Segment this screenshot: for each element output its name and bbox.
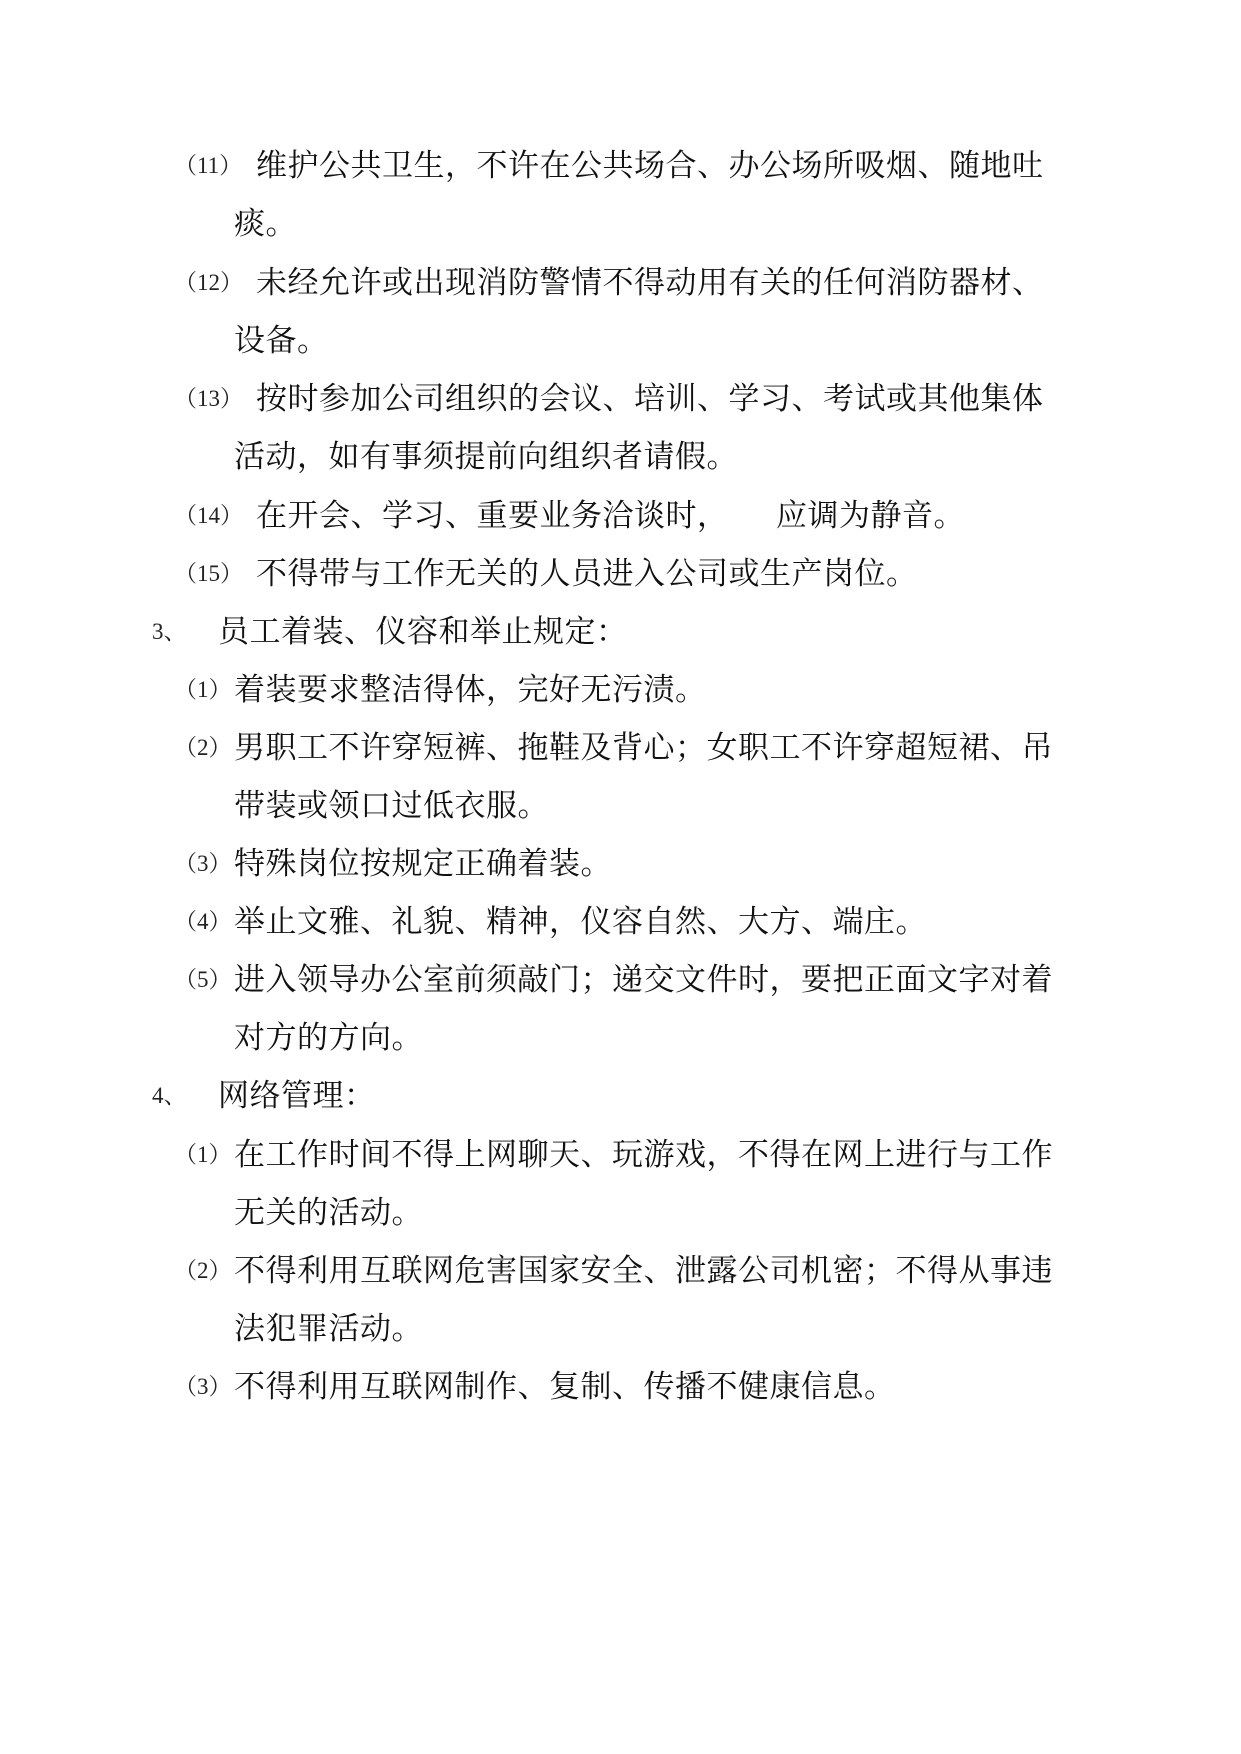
item-label: （14） [174,503,243,528]
item-label: （3） [174,851,232,876]
section-heading: 网络管理： [218,1078,376,1114]
item-text: 未经允许或出现消防警情不得动用有关的任何消防器材、 [256,265,1044,301]
item-text: 特殊岗位按规定正确着装。 [234,846,612,882]
item-label: （5） [174,967,232,992]
item-text: 进入领导办公室前须敲门；递交文件时，要把正面文字对着 [234,962,1053,998]
item-text: 在开会、学习、重要业务洽谈时， 应调为静音。 [256,498,965,534]
item-label: （3） [174,1374,232,1399]
item-label: （11） [174,153,243,178]
item-label: （2） [174,1258,232,1283]
item-label: （2） [174,735,232,760]
item-text-continued: 无关的活动。 [234,1195,423,1231]
section-heading: 员工着装、仪容和举止规定： [218,614,628,650]
item-text-continued: 活动，如有事须提前向组织者请假。 [234,439,738,475]
item-text-continued: 对方的方向。 [234,1020,423,1056]
item-text-continued: 法犯罪活动。 [234,1311,423,1347]
item-text: 在工作时间不得上网聊天、玩游戏，不得在网上进行与工作 [234,1137,1053,1173]
item-text: 着装要求整洁得体，完好无污渍。 [234,672,707,708]
section-number: 4、 [152,1083,187,1108]
item-text-continued: 设备。 [234,323,329,359]
item-label: （1） [174,677,232,702]
item-label: （1） [174,1142,232,1167]
item-text: 按时参加公司组织的会议、培训、学习、考试或其他集体 [256,381,1044,417]
item-text: 不得利用互联网制作、复制、传播不健康信息。 [234,1369,896,1405]
item-text: 不得带与工作无关的人员进入公司或生产岗位。 [256,556,918,592]
item-label: （13） [174,386,243,411]
item-text-continued: 带装或领口过低衣服。 [234,788,549,824]
section-number: 3、 [152,619,187,644]
item-text: 维护公共卫生，不许在公共场合、办公场所吸烟、随地吐 [256,148,1044,184]
item-text: 举止文雅、礼貌、精神，仪容自然、大方、端庄。 [234,904,927,940]
item-label: （12） [174,270,243,295]
item-text: 不得利用互联网危害国家安全、泄露公司机密；不得从事违 [234,1253,1053,1289]
item-text: 男职工不许穿短裤、拖鞋及背心；女职工不许穿超短裙、吊 [234,730,1053,766]
item-label: （15） [174,561,243,586]
item-label: （4） [174,909,232,934]
item-text-continued: 痰。 [234,206,297,242]
